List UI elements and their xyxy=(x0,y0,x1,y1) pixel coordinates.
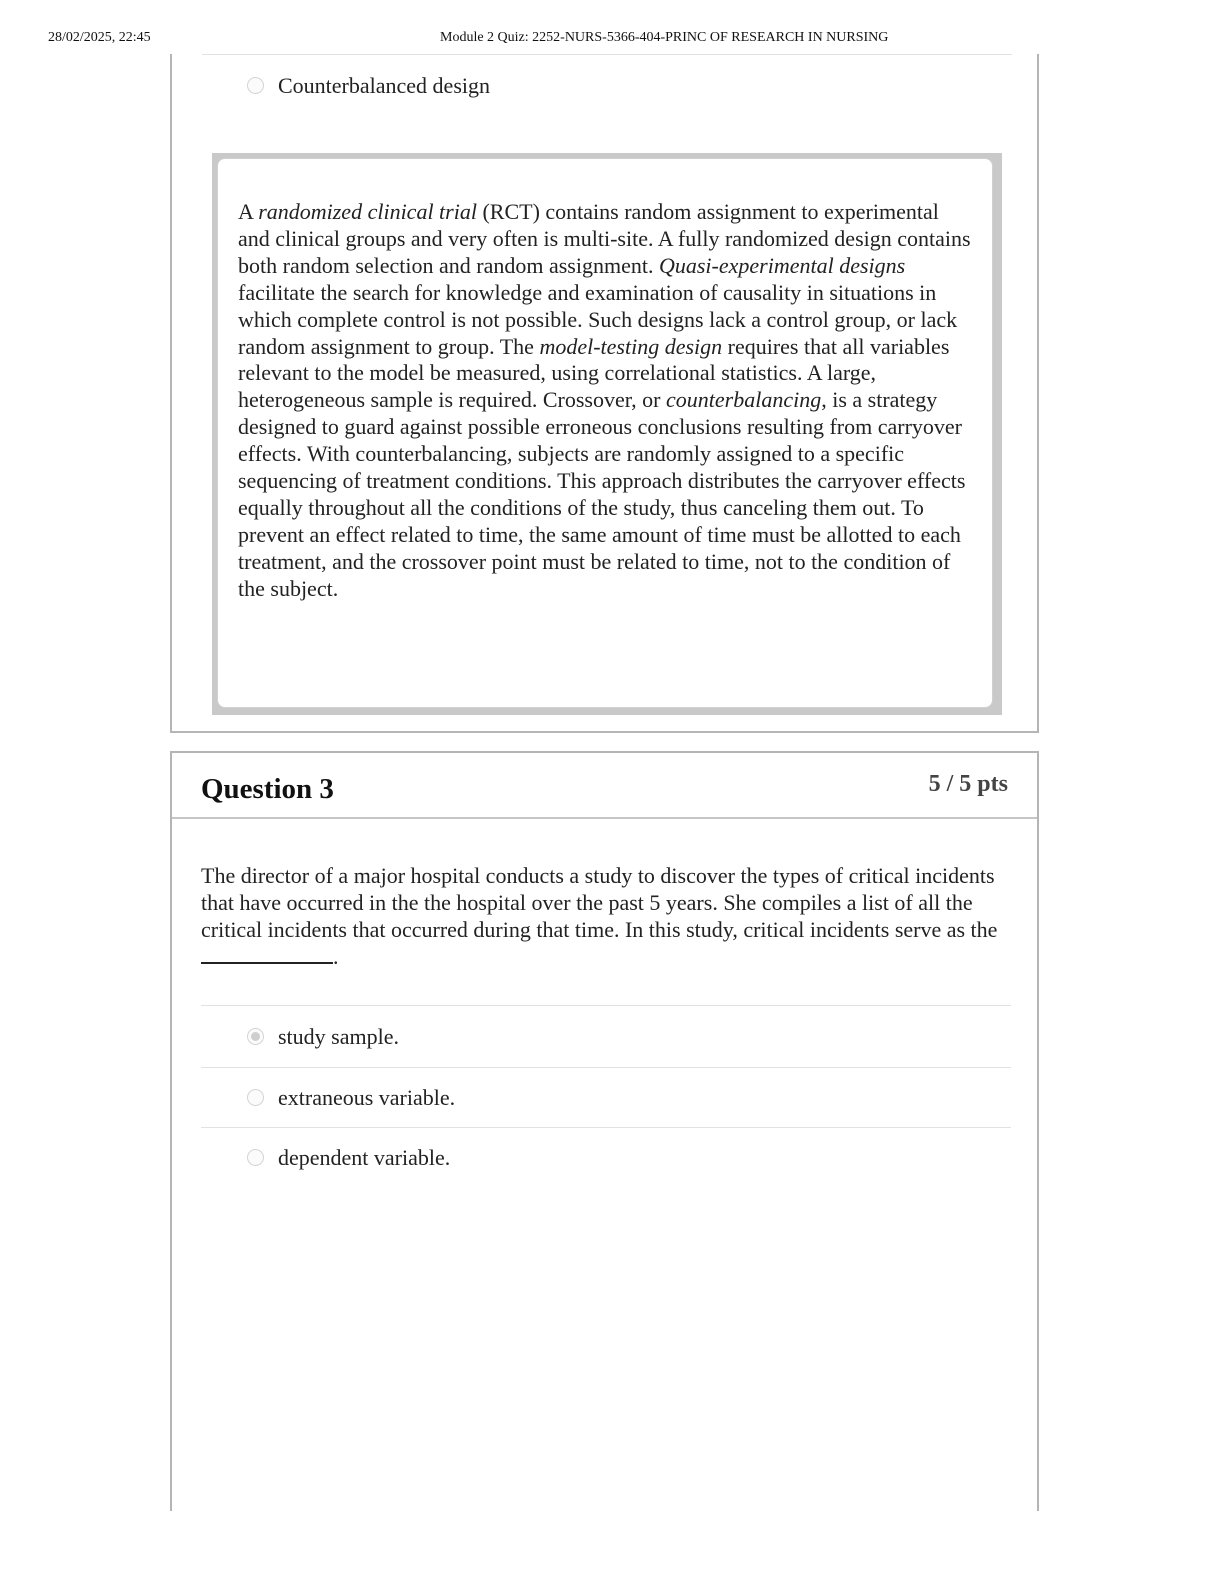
feedback-segment: (RCT) contains random assignment to experimental and clinical groups and very often is multi-site. A fully randomized design contains both random selection and random assignment. xyxy=(238,199,971,278)
question-title: Question 3 xyxy=(201,773,334,805)
answer-label: Counterbalanced design xyxy=(278,73,490,98)
answer-option-extraneous-variable[interactable] xyxy=(172,1068,982,1128)
answer-label: study sample. xyxy=(278,1024,399,1049)
feedback-term: counterbalancing xyxy=(666,387,822,413)
feedback-term: randomized clinical trial xyxy=(258,199,477,224)
question-text-part: The director of a major hospital conducts a study to discover the types of critical incidents that have occurred in the the hospital over the past 5 years. She compiles a list of all the critical incidents that occurred during that time. In this study, critical incidents serve as the xyxy=(201,863,998,942)
print-datetime: 28/02/2025, 22:45 xyxy=(48,30,151,45)
radio-button[interactable] xyxy=(247,1149,264,1166)
answer-label: extraneous variable. xyxy=(278,1085,456,1110)
answer-label: dependent variable. xyxy=(278,1145,451,1170)
divider xyxy=(201,1005,1011,1006)
question-text xyxy=(201,862,1016,970)
feedback-term: model-testing design xyxy=(539,333,723,359)
feedback-segment: A xyxy=(238,199,259,224)
previous-question-panel xyxy=(170,54,1039,733)
answer-option-dependent-variable[interactable] xyxy=(172,1128,982,1188)
question-header xyxy=(172,753,1037,819)
feedback-term: Quasi-experimental designs xyxy=(658,252,906,278)
feedback-text xyxy=(217,158,993,708)
print-page-title: Module 2 Quiz: 2252-NURS-5366-404-PRINC OF RESEARCH IN NURSING xyxy=(440,30,889,45)
radio-button[interactable] xyxy=(247,77,264,94)
question-points: 5 / 5 pts xyxy=(928,771,1008,797)
feedback-box xyxy=(212,153,1002,715)
question-text-end: . xyxy=(333,944,339,969)
radio-button-selected[interactable] xyxy=(247,1028,264,1045)
answer-option-study-sample[interactable] xyxy=(172,1007,982,1067)
question-3-panel xyxy=(170,751,1039,1511)
print-header xyxy=(0,30,1224,50)
radio-button[interactable] xyxy=(247,1089,264,1106)
feedback-segment: requires that all variables relevant to the model be measured, using correlational statistics. A large, heterogeneous sample is required. Crossover, or xyxy=(238,333,950,413)
answer-option[interactable] xyxy=(202,56,1012,116)
feedback-segment: facilitate the search for knowledge and examination of causality in situations in which complete control is not possible. Such designs lack a control group, or lack random assignment to group. The xyxy=(238,279,958,359)
feedback-segment: , is a strategy designed to guard against possible erroneous conclusions resulting from carryover effects. With counterbalancing, subjects are randomly assigned to a specific sequencing of treatment conditions. This approach distributes the carryover effects equally throughout all the conditions of the study, thus canceling them out. To prevent an effect related to time, the same amount of time must be allotted to each treatment, and the crossover point must be related to time, not to the condition of the subject. xyxy=(238,387,966,601)
divider xyxy=(202,54,1012,55)
answer-blank xyxy=(201,944,333,964)
